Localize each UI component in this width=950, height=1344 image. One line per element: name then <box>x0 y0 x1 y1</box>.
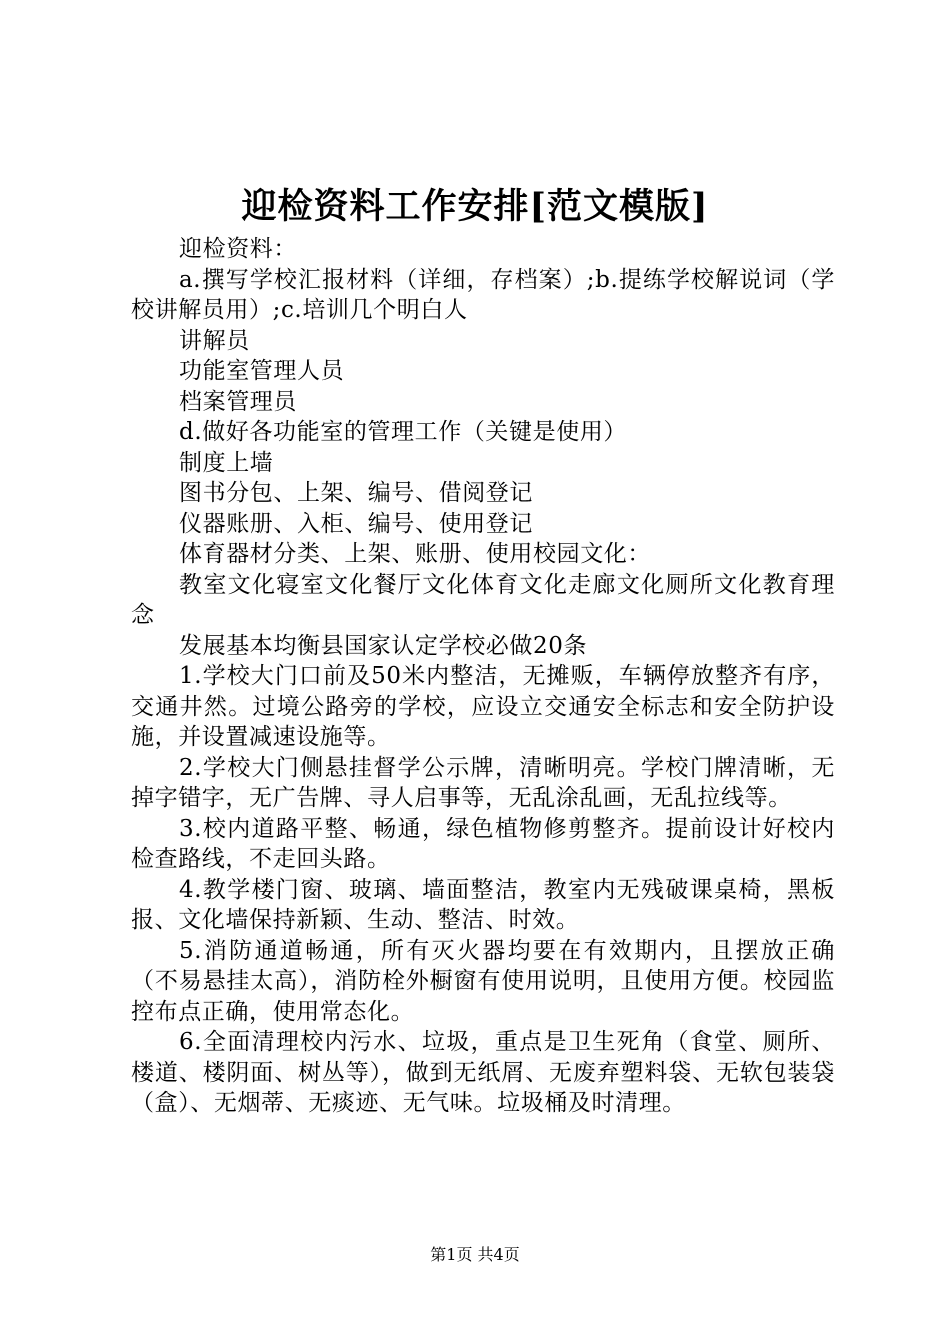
paragraph: 发展基本均衡县国家认定学校必做20条 <box>179 632 588 659</box>
paragraph: 2.学校大门侧悬挂督学公示牌，清晰明亮。学校门牌清晰，无掉字错字，无广告牌、寻人启事等，无乱涂乱画，无乱拉线等。 <box>131 754 835 811</box>
paragraph: 档案管理员 <box>179 388 297 415</box>
paragraph: 教室文化寝室文化餐厅文化体育文化走廊文化厕所文化教育理念 <box>131 571 835 628</box>
paragraph: 5.消防通道畅通，所有灭火器均要在有效期内，且摆放正确（不易悬挂太高），消防栓外橱窗有使用说明，且使用方便。校园监控布点正确，使用常态化。 <box>131 937 835 1025</box>
paragraph: 功能室管理人员 <box>179 358 345 384</box>
paragraph: a.撰写学校汇报材料（详细，存档案）;b.提练学校解说词（学校讲解员用）;c.培训几个明白人 <box>131 266 835 323</box>
page-footer: 第1页 共4页 <box>430 1245 520 1264</box>
paragraph: 迎检资料： <box>179 236 297 262</box>
document-body <box>131 234 835 1119</box>
document-title: 迎检资料工作安排[范文模版] <box>241 186 709 227</box>
paragraph: 4.教学楼门窗、玻璃、墙面整洁，教室内无残破课桌椅，黑板报、文化墙保持新颖、生动、整洁、时效。 <box>131 876 835 933</box>
paragraph: 体育器材分类、上架、账册、使用校园文化： <box>179 541 651 567</box>
paragraph: 讲解员 <box>179 327 250 354</box>
paragraph: 1.学校大门口前及50米内整洁，无摊贩，车辆停放整齐有序，交通井然。过境公路旁的学校，应设立交通安全标志和安全防护设施，并设置减速设施等。 <box>131 663 835 750</box>
paragraph: 仪器账册、入柜、编号、使用登记 <box>179 510 533 537</box>
paragraph: 制度上墙 <box>179 449 274 476</box>
paragraph: d.做好各功能室的管理工作（关键是使用） <box>179 419 628 445</box>
paragraph: 图书分包、上架、编号、借阅登记 <box>179 480 533 506</box>
paragraph: 3.校内道路平整、畅通，绿色植物修剪整齐。提前设计好校内检查路线，不走回头路。 <box>131 815 835 872</box>
paragraph: 6.全面清理校内污水、垃圾，重点是卫生死角（食堂、厕所、楼道、楼阴面、树丛等），做到无纸屑、无废弃塑料袋、无软包装袋（盒）、无烟蒂、无痰迹、无气味。垃圾桶及时清理。 <box>131 1029 835 1116</box>
